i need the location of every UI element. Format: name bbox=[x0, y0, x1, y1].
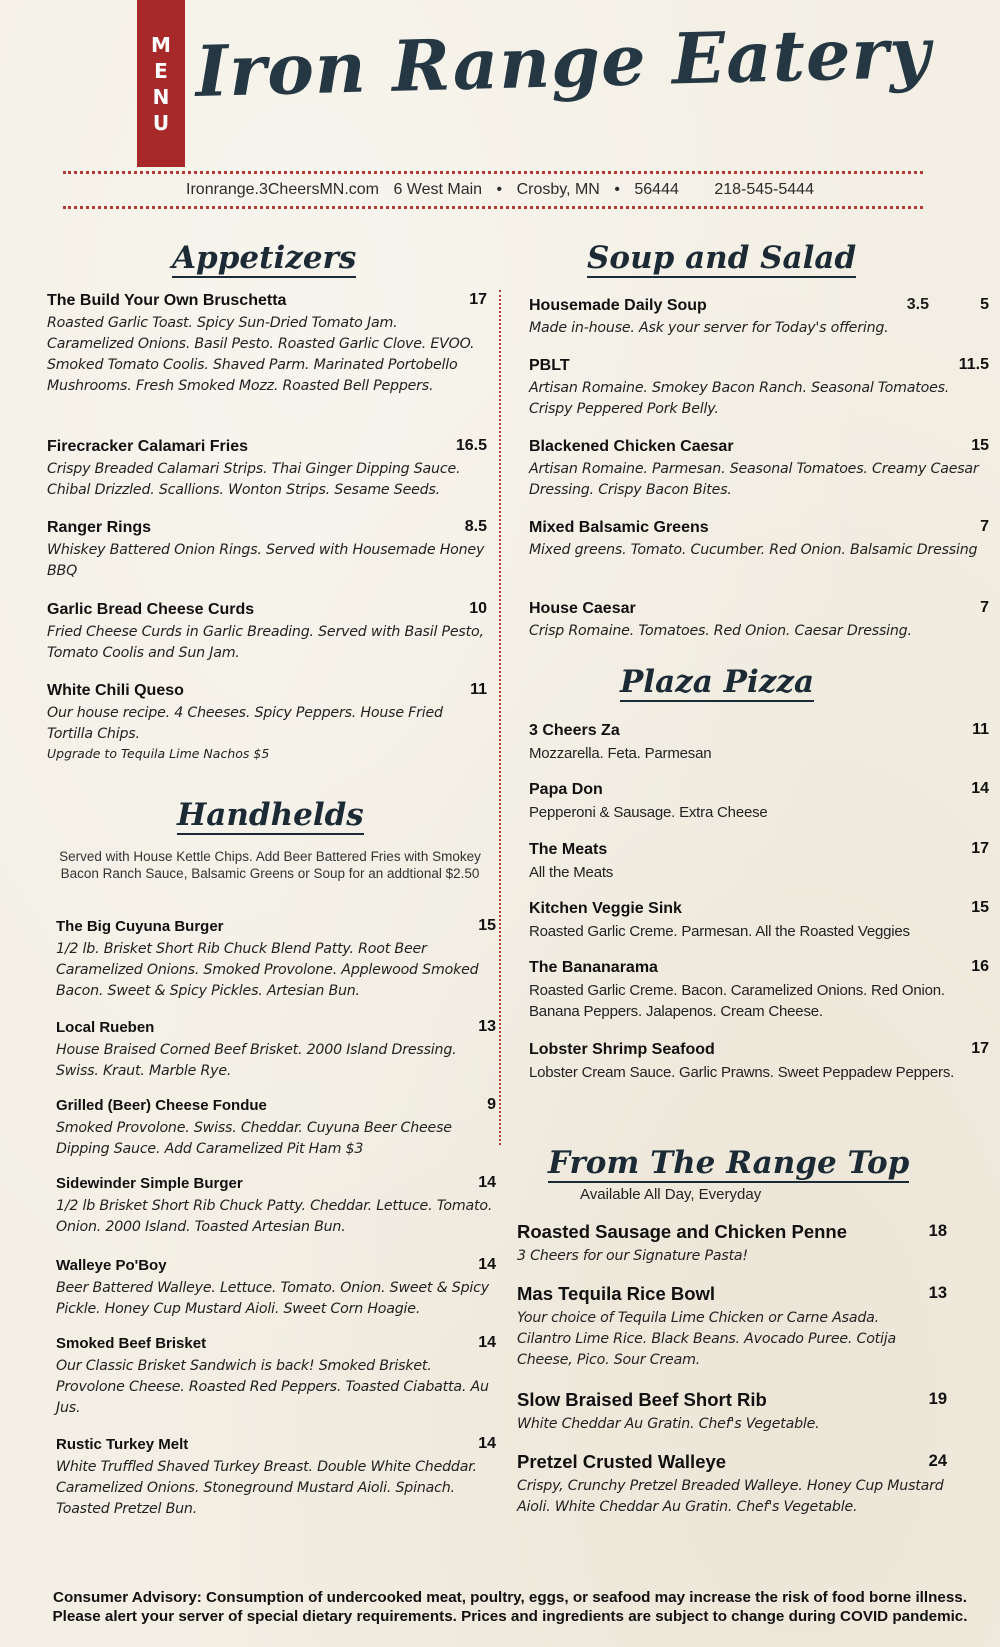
item-price: 24 bbox=[928, 1452, 947, 1470]
item-price: 17 bbox=[971, 1040, 989, 1057]
item-desc: White Truffled Shaved Turkey Breast. Double White Cheddar. Caramelized Onions. Stoneground Mustard Aioli. Spinach. Toasted Pretzel Bun. bbox=[56, 1459, 477, 1517]
item-desc: Your choice of Tequila Lime Chicken or Carne Asada. Cilantro Lime Rice. Black Beans. Avocado Puree. Cotija Cheese, Pico. Sour Cream. bbox=[517, 1310, 897, 1368]
item-price: 7 bbox=[980, 518, 989, 535]
menu-item bbox=[529, 899, 989, 942]
item-price: 9 bbox=[487, 1096, 496, 1113]
item-price: 11.5 bbox=[958, 356, 989, 373]
item-desc: Roasted Garlic Creme. Bacon. Caramelized Onions. Red Onion. Banana Peppers. Jalapenos. Cream Cheese. bbox=[529, 982, 945, 1020]
item-desc: Roasted Garlic Toast. Spicy Sun-Dried Tomato Jam. Caramelized Onions. Basil Pesto. Roasted Garlic Clove. EVOO. Smoked Tomato Coolis. Shaved Parm. Marinated Portobello Mushrooms. Fresh Smoked Mozz. Roasted Bell Peppers. bbox=[47, 315, 475, 394]
item-name: Roasted Sausage and Chicken Penne bbox=[517, 1221, 848, 1242]
phone[interactable]: 218-545-5444 bbox=[714, 181, 814, 198]
item-desc: Lobster Cream Sauce. Garlic Prawns. Sweet Peppadew Peppers. bbox=[529, 1064, 955, 1081]
item-name: House Caesar bbox=[529, 600, 636, 617]
restaurant-title: Iron Range Eatery bbox=[194, 10, 932, 113]
menu-item bbox=[529, 518, 989, 561]
item-desc: Crisp Romaine. Tomatoes. Red Onion. Caesar Dressing. bbox=[529, 623, 912, 639]
item-name: Grilled (Beer) Cheese Fondue bbox=[56, 1097, 267, 1114]
menu-item bbox=[517, 1388, 947, 1435]
item-desc: Our house recipe. 4 Cheeses. Spicy Peppers. House Fried Tortilla Chips. bbox=[47, 705, 443, 742]
item-price: 14 bbox=[478, 1435, 496, 1452]
item-upgrade-note: Upgrade to Tequila Lime Nachos $5 bbox=[47, 746, 270, 761]
contact-info bbox=[0, 181, 1000, 199]
section-title-text: Appetizers bbox=[172, 240, 357, 276]
menu-tab-letter: U bbox=[152, 110, 170, 135]
menu-item bbox=[529, 721, 989, 764]
item-price: 7 bbox=[980, 599, 989, 616]
header-divider-bottom bbox=[63, 206, 923, 209]
menu-item bbox=[529, 1040, 989, 1083]
item-desc: 1/2 lb. Brisket Short Rib Chuck Blend Patty. Root Beer Caramelized Onions. Smoked Provolone. Applewood Smoked Bacon. Sweet & Spicy Pickles. Artesian Bun. bbox=[56, 941, 479, 999]
item-price: 13 bbox=[928, 1284, 947, 1302]
item-desc: Mozzarella. Feta. Parmesan bbox=[529, 745, 712, 762]
bullet: • bbox=[496, 181, 503, 198]
item-name: Mas Tequila Rice Bowl bbox=[517, 1283, 716, 1304]
menu-item bbox=[56, 1174, 496, 1238]
section-title-handhelds bbox=[177, 797, 364, 833]
item-desc: Fried Cheese Curds in Garlic Breading. Served with Basil Pesto, Tomato Coolis and Sun Jam. bbox=[47, 624, 484, 661]
item-name: Firecracker Calamari Fries bbox=[47, 438, 249, 455]
menu-item bbox=[529, 958, 989, 1022]
menu-item bbox=[529, 356, 989, 420]
section-title-range-top bbox=[548, 1145, 909, 1181]
item-name: The Meats bbox=[529, 841, 608, 858]
range-top-subtitle: Available All Day, Everyday bbox=[580, 1186, 762, 1203]
item-price: 10 bbox=[469, 600, 487, 617]
item-name: Smoked Beef Brisket bbox=[56, 1335, 207, 1352]
item-desc: Beer Battered Walleye. Lettuce. Tomato. Onion. Sweet & Spicy Pickle. Honey Cup Mustard Aioli. Sweet Corn Hoagie. bbox=[56, 1280, 489, 1317]
address: 6 West Main bbox=[393, 181, 483, 198]
item-price: 18 bbox=[928, 1222, 947, 1240]
item-name: Garlic Bread Cheese Curds bbox=[47, 601, 255, 618]
item-price: 8.5 bbox=[464, 518, 487, 535]
item-desc: Roasted Garlic Creme. Parmesan. All the Roasted Veggies bbox=[529, 923, 910, 940]
menu-item bbox=[56, 1435, 496, 1520]
menu-item bbox=[56, 1256, 496, 1320]
item-name: Rustic Turkey Melt bbox=[56, 1436, 189, 1453]
item-name: Kitchen Veggie Sink bbox=[529, 900, 682, 917]
menu-item bbox=[56, 1096, 496, 1160]
item-name: Sidewinder Simple Burger bbox=[56, 1175, 243, 1192]
item-desc: All the Meats bbox=[529, 864, 614, 881]
section-title-pizza bbox=[620, 664, 814, 700]
item-desc: 1/2 lb Brisket Short Rib Chuck Patty. Cheddar. Lettuce. Tomato. Onion. 2000 Island. Toasted Artesian Bun. bbox=[56, 1198, 493, 1235]
item-name: White Chili Queso bbox=[47, 682, 184, 699]
menu-item bbox=[517, 1450, 947, 1518]
column-divider bbox=[499, 290, 501, 1145]
section-title-text: From The Range Top bbox=[548, 1145, 910, 1181]
menu-item bbox=[47, 518, 487, 582]
item-name: Ranger Rings bbox=[47, 519, 152, 536]
menu-tab-letter: E bbox=[154, 58, 168, 83]
item-desc: Crispy, Crunchy Pretzel Breaded Walleye. Honey Cup Mustard Aioli. White Cheddar Au Gratin. Chef's Vegetable. bbox=[517, 1478, 944, 1515]
item-name: Slow Braised Beef Short Rib bbox=[517, 1389, 767, 1410]
menu-item bbox=[47, 437, 487, 501]
item-price: 19 bbox=[928, 1390, 947, 1408]
item-price: 17 bbox=[469, 291, 487, 308]
item-price: 14 bbox=[478, 1174, 496, 1191]
section-title-text: Plaza Pizza bbox=[620, 664, 815, 700]
item-desc: Made in-house. Ask your server for Today's offering. bbox=[529, 320, 889, 336]
menu-item bbox=[529, 599, 989, 642]
item-name: Mixed Balsamic Greens bbox=[529, 519, 709, 536]
section-title-text: Soup and Salad bbox=[587, 240, 857, 276]
menu-item bbox=[529, 437, 989, 501]
menu-item bbox=[529, 840, 989, 883]
item-price: 11 bbox=[470, 681, 487, 698]
item-name: Housemade Daily Soup bbox=[529, 297, 707, 314]
menu-tab-letter: M bbox=[151, 32, 171, 57]
menu-item bbox=[529, 296, 989, 339]
menu-item bbox=[56, 1018, 496, 1082]
bullet: • bbox=[614, 181, 620, 198]
consumer-advisory: Consumer Advisory: Consumption of undercooked meat, poultry, eggs, or seafood may increase the risk of food borne illness. Please alert your server of special dietary requirements. Prices and ingredients are subject to change during COVID pandemic. bbox=[52, 1589, 968, 1625]
item-name: The Big Cuyuna Burger bbox=[56, 918, 224, 935]
item-price: 14 bbox=[971, 780, 989, 797]
item-desc: Mixed greens. Tomato. Cucumber. Red Onion. Balsamic Dressing bbox=[529, 542, 978, 558]
item-price: 15 bbox=[971, 899, 989, 916]
item-price: 13 bbox=[478, 1018, 496, 1035]
item-desc: Pepperoni & Sausage. Extra Cheese bbox=[529, 804, 768, 821]
menu-item bbox=[517, 1282, 947, 1371]
item-desc: Our Classic Brisket Sandwich is back! Smoked Brisket. Provolone Cheese. Roasted Red Peppers. Toasted Ciabatta. Au Jus. bbox=[56, 1358, 489, 1416]
item-name: The Build Your Own Bruschetta bbox=[47, 292, 287, 309]
item-name: PBLT bbox=[529, 357, 570, 374]
item-name: Blackened Chicken Caesar bbox=[529, 438, 734, 455]
item-price: 14 bbox=[478, 1256, 496, 1273]
menu-item bbox=[47, 681, 487, 761]
item-desc: White Cheddar Au Gratin. Chef's Vegetable. bbox=[517, 1416, 820, 1432]
section-title-appetizers bbox=[172, 240, 356, 276]
menu-item bbox=[529, 780, 989, 823]
item-price: 16.5 bbox=[455, 437, 487, 454]
item-price: 14 bbox=[478, 1334, 496, 1351]
menu-item bbox=[56, 1334, 496, 1419]
item-name: 3 Cheers Za bbox=[529, 722, 620, 739]
item-price-cup: 3.5 bbox=[906, 296, 929, 313]
item-name: Walleye Po'Boy bbox=[56, 1257, 167, 1274]
item-price: 11 bbox=[972, 721, 989, 738]
item-name: Local Rueben bbox=[56, 1019, 155, 1036]
item-price: 15 bbox=[971, 437, 989, 454]
section-title-text: Handhelds bbox=[177, 797, 364, 833]
item-desc: Smoked Provolone. Swiss. Cheddar. Cuyuna Beer Cheese Dipping Sauce. Add Caramelized Pit Ham $3 bbox=[56, 1120, 452, 1157]
item-desc: House Braised Corned Beef Brisket. 2000 Island Dressing. Swiss. Kraut. Marble Rye. bbox=[56, 1042, 457, 1079]
website-link[interactable]: Ironrange.3CheersMN.com bbox=[186, 181, 379, 198]
item-price: 17 bbox=[971, 840, 989, 857]
handhelds-note: Served with House Kettle Chips. Add Beer Battered Fries with Smokey Bacon Ranch Sauce, Balsamic Greens or Soup for an addtional $2.50 bbox=[59, 849, 481, 881]
item-price: 5 bbox=[980, 296, 989, 313]
item-desc: 3 Cheers for our Signature Pasta! bbox=[517, 1248, 748, 1264]
menu-item bbox=[56, 917, 496, 1002]
item-desc: Artisan Romaine. Parmesan. Seasonal Tomatoes. Creamy Caesar Dressing. Crispy Bacon Bites. bbox=[529, 461, 979, 498]
item-name: Papa Don bbox=[529, 781, 603, 798]
menu-item bbox=[517, 1220, 947, 1267]
item-desc: Whiskey Battered Onion Rings. Served with Housemade Honey BBQ bbox=[47, 542, 485, 579]
city: Crosby, MN bbox=[516, 181, 600, 198]
item-name: Pretzel Crusted Walleye bbox=[517, 1451, 727, 1472]
item-price: 16 bbox=[971, 958, 989, 975]
zip: 56444 bbox=[634, 181, 679, 198]
menu-item bbox=[47, 600, 487, 664]
item-name: The Bananarama bbox=[529, 959, 658, 976]
item-desc: Crispy Breaded Calamari Strips. Thai Ginger Dipping Sauce. Chibal Drizzled. Scallions. Wonton Strips. Sesame Seeds. bbox=[47, 461, 461, 498]
menu-tab bbox=[137, 0, 185, 167]
menu-tab-letter: N bbox=[152, 84, 170, 109]
item-price: 15 bbox=[478, 917, 496, 934]
section-title-soup-salad bbox=[587, 240, 856, 276]
header-divider-top bbox=[63, 171, 923, 174]
item-desc: Artisan Romaine. Smokey Bacon Ranch. Seasonal Tomatoes. Crispy Peppered Pork Belly. bbox=[529, 380, 950, 417]
item-name: Lobster Shrimp Seafood bbox=[529, 1041, 715, 1058]
menu-item bbox=[47, 291, 487, 397]
